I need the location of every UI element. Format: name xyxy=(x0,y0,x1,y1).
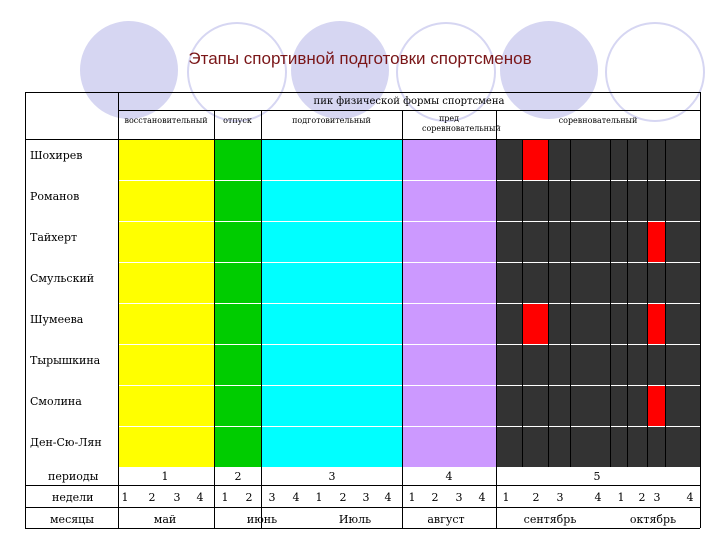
month-name: октябрь xyxy=(629,513,677,526)
period-number: 5 xyxy=(593,470,601,483)
week-number: 1 xyxy=(221,491,229,504)
competition-cell xyxy=(571,222,610,262)
header-phase-precompetitive: пред соревновательный xyxy=(422,114,501,133)
week-number: 3 xyxy=(362,491,370,504)
peak-cell xyxy=(648,386,665,426)
phase-cell-recovery xyxy=(119,304,214,344)
weeks-label: недели xyxy=(52,491,94,504)
competition-cell xyxy=(666,304,700,344)
decor-circle-2 xyxy=(187,22,287,122)
phase-cell-vacation xyxy=(215,140,261,180)
phase-cell-precompetitive xyxy=(403,181,496,221)
competition-cell xyxy=(497,263,522,303)
competition-cell xyxy=(523,427,548,467)
month-name: сентябрь xyxy=(523,513,577,526)
period-number: 1 xyxy=(161,470,169,483)
phase-cell-precompetitive xyxy=(403,304,496,344)
phase-cell-preparatory xyxy=(262,222,402,262)
competition-cell xyxy=(628,140,647,180)
competition-cell xyxy=(571,140,610,180)
competition-cell xyxy=(611,304,627,344)
competition-cell xyxy=(648,181,665,221)
phase-cell-recovery xyxy=(119,345,214,385)
competition-cell xyxy=(497,427,522,467)
phase-cell-vacation xyxy=(215,345,261,385)
month-name: август xyxy=(427,513,465,526)
phase-cell-vacation xyxy=(215,181,261,221)
competition-cell xyxy=(666,140,700,180)
grid-line xyxy=(214,110,215,529)
competition-cell xyxy=(666,386,700,426)
competition-cell xyxy=(611,427,627,467)
week-number: 1 xyxy=(408,491,416,504)
competition-cell xyxy=(666,181,700,221)
week-number: 3 xyxy=(653,491,661,504)
competition-cell xyxy=(497,345,522,385)
header-phase-preparatory: подготовительный xyxy=(292,116,371,125)
athlete-name: Тайхерт xyxy=(30,231,78,244)
phase-cell-vacation xyxy=(215,386,261,426)
competition-cell xyxy=(666,345,700,385)
grid-line xyxy=(548,139,549,467)
athlete-name: Смолина xyxy=(30,395,82,408)
table-right-border xyxy=(700,92,701,528)
phase-cell-recovery xyxy=(119,181,214,221)
week-number: 2 xyxy=(148,491,156,504)
competition-cell xyxy=(628,181,647,221)
competition-cell xyxy=(549,140,570,180)
table-bottom-border xyxy=(25,528,700,529)
phase-cell-vacation xyxy=(215,222,261,262)
competition-cell xyxy=(497,140,522,180)
table-top-border xyxy=(25,92,700,93)
header-peak-form: пик физической формы спортсмена xyxy=(313,96,505,107)
competition-cell xyxy=(611,181,627,221)
competition-cell xyxy=(571,304,610,344)
competition-cell xyxy=(549,427,570,467)
phase-cell-preparatory xyxy=(262,263,402,303)
week-number: 4 xyxy=(384,491,392,504)
athlete-name: Ден-Сю-Лян xyxy=(30,436,102,449)
week-number: 1 xyxy=(315,491,323,504)
competition-cell xyxy=(549,222,570,262)
phase-cell-vacation xyxy=(215,304,261,344)
competition-cell xyxy=(628,304,647,344)
competition-cell xyxy=(611,140,627,180)
week-number: 4 xyxy=(594,491,602,504)
phase-cell-preparatory xyxy=(262,427,402,467)
competition-cell xyxy=(628,386,647,426)
week-number: 1 xyxy=(617,491,625,504)
competition-cell xyxy=(666,427,700,467)
competition-cell xyxy=(549,345,570,385)
phase-cell-precompetitive xyxy=(403,427,496,467)
competition-cell xyxy=(523,263,548,303)
grid-line xyxy=(118,110,700,111)
week-number: 2 xyxy=(431,491,439,504)
phase-cell-vacation xyxy=(215,263,261,303)
page-title: Этапы спортивной подготовки спортсменов xyxy=(188,49,532,68)
grid-line xyxy=(665,139,666,467)
week-number: 4 xyxy=(478,491,486,504)
phase-cell-precompetitive xyxy=(403,345,496,385)
competition-cell xyxy=(571,427,610,467)
period-number: 4 xyxy=(445,470,453,483)
competition-cell xyxy=(666,263,700,303)
competition-cell xyxy=(571,263,610,303)
phase-cell-precompetitive xyxy=(403,263,496,303)
competition-cell xyxy=(611,386,627,426)
grid-line xyxy=(647,139,648,467)
phase-cell-recovery xyxy=(119,222,214,262)
decor-circle-4 xyxy=(396,22,496,122)
athlete-name: Шумеева xyxy=(30,313,84,326)
grid-line xyxy=(627,139,628,467)
competition-cell xyxy=(497,304,522,344)
grid-line xyxy=(496,110,497,529)
month-name: май xyxy=(153,513,177,526)
week-number: 3 xyxy=(173,491,181,504)
grid-line xyxy=(522,139,523,467)
competition-cell xyxy=(497,386,522,426)
month-name: июнь xyxy=(246,513,278,526)
competition-cell xyxy=(611,222,627,262)
competition-cell xyxy=(571,345,610,385)
phase-cell-recovery xyxy=(119,140,214,180)
week-number: 1 xyxy=(121,491,129,504)
week-number: 4 xyxy=(686,491,694,504)
phase-cell-recovery xyxy=(119,427,214,467)
competition-cell xyxy=(549,181,570,221)
competition-cell xyxy=(571,386,610,426)
competition-cell xyxy=(611,345,627,385)
athlete-name: Тырышкина xyxy=(30,354,101,367)
grid-line xyxy=(570,139,571,467)
competition-cell xyxy=(497,181,522,221)
week-number: 3 xyxy=(556,491,564,504)
competition-cell xyxy=(648,140,665,180)
period-number: 2 xyxy=(234,470,242,483)
table-left-border xyxy=(25,92,26,528)
competition-cell xyxy=(611,263,627,303)
grid-line xyxy=(25,139,700,140)
phase-cell-precompetitive xyxy=(403,222,496,262)
athlete-name: Смульский xyxy=(30,272,95,285)
competition-cell xyxy=(549,386,570,426)
months-label: месяцы xyxy=(50,513,94,526)
phase-cell-preparatory xyxy=(262,181,402,221)
week-number: 2 xyxy=(245,491,253,504)
decor-circle-6 xyxy=(605,22,705,122)
grid-line xyxy=(118,92,119,528)
competition-cell xyxy=(666,222,700,262)
phase-cell-recovery xyxy=(119,386,214,426)
phase-cell-precompetitive xyxy=(403,386,496,426)
competition-cell xyxy=(628,345,647,385)
competition-cell xyxy=(523,386,548,426)
week-number: 4 xyxy=(196,491,204,504)
grid-line xyxy=(261,110,262,529)
week-number: 2 xyxy=(339,491,347,504)
grid-line xyxy=(25,507,700,508)
competition-cell xyxy=(549,304,570,344)
peak-cell xyxy=(523,304,548,344)
week-number: 2 xyxy=(638,491,646,504)
header-phase-recovery: восстановительный xyxy=(124,116,208,125)
competition-cell xyxy=(648,427,665,467)
athlete-name: Шохирев xyxy=(30,149,83,162)
competition-cell xyxy=(571,181,610,221)
competition-cell xyxy=(648,345,665,385)
competition-cell xyxy=(523,181,548,221)
week-number: 1 xyxy=(502,491,510,504)
competition-cell xyxy=(628,263,647,303)
peak-cell xyxy=(648,304,665,344)
competition-cell xyxy=(523,222,548,262)
phase-cell-preparatory xyxy=(262,386,402,426)
header-phase-vacation: отпуск xyxy=(223,116,252,125)
phase-cell-preparatory xyxy=(262,140,402,180)
period-number: 3 xyxy=(328,470,336,483)
competition-cell xyxy=(523,345,548,385)
grid-line xyxy=(25,485,700,486)
peak-cell xyxy=(523,140,548,180)
header-phase-competitive: соревновательный xyxy=(558,116,638,125)
periods-label: периоды xyxy=(48,470,99,483)
week-number: 2 xyxy=(532,491,540,504)
phase-cell-precompetitive xyxy=(403,140,496,180)
competition-cell xyxy=(549,263,570,303)
phase-cell-preparatory xyxy=(262,304,402,344)
phase-cell-recovery xyxy=(119,263,214,303)
phase-cell-vacation xyxy=(215,427,261,467)
week-number: 3 xyxy=(268,491,276,504)
week-number: 4 xyxy=(292,491,300,504)
athlete-name: Романов xyxy=(30,190,80,203)
competition-cell xyxy=(628,427,647,467)
grid-line xyxy=(402,110,403,529)
competition-cell xyxy=(648,263,665,303)
phase-cell-preparatory xyxy=(262,345,402,385)
competition-cell xyxy=(628,222,647,262)
peak-cell xyxy=(648,222,665,262)
week-number: 3 xyxy=(455,491,463,504)
grid-line xyxy=(610,139,611,467)
month-name: Июль xyxy=(338,513,372,526)
competition-cell xyxy=(497,222,522,262)
